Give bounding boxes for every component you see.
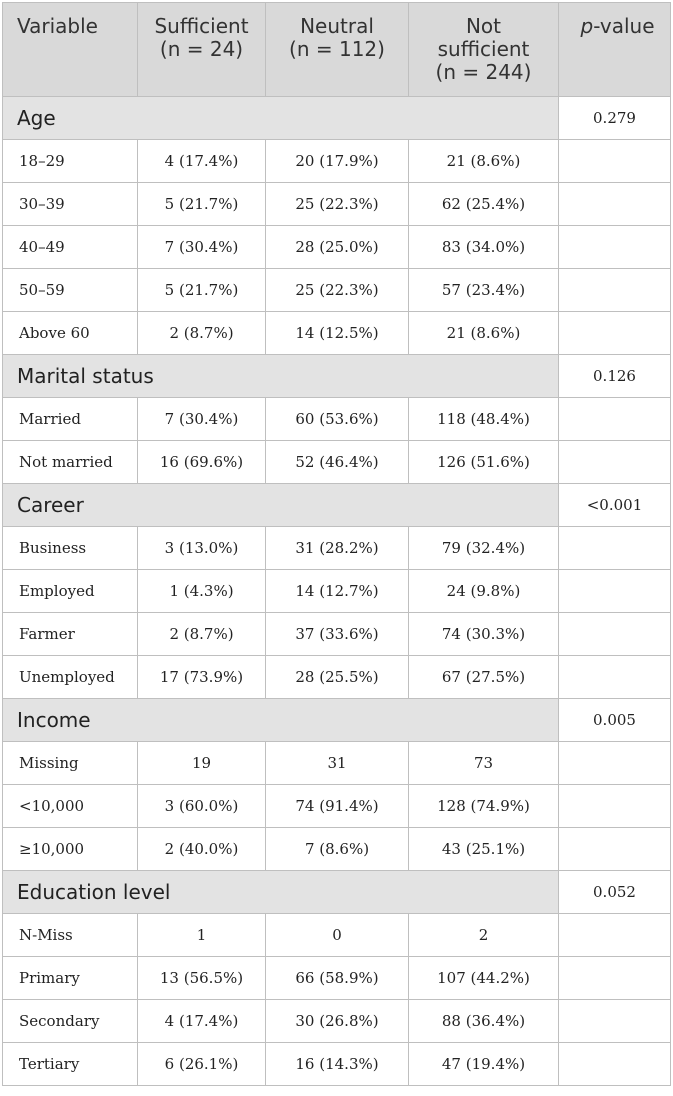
row-label: 40–49 — [3, 226, 138, 269]
cell-sufficient: 17 (73.9%) — [138, 656, 266, 699]
section-row — [3, 355, 671, 398]
section-row — [3, 871, 671, 914]
cell-sufficient: 2 (40.0%) — [138, 828, 266, 871]
cell-neutral: 28 (25.0%) — [266, 226, 409, 269]
cell-neutral: 25 (22.3%) — [266, 269, 409, 312]
table-row — [3, 398, 671, 441]
cell-pvalue-empty — [559, 570, 671, 613]
cell-not-sufficient: 73 — [409, 742, 559, 785]
cell-neutral: 30 (26.8%) — [266, 1000, 409, 1043]
cell-sufficient: 7 (30.4%) — [138, 398, 266, 441]
header-not-sufficient-line3: (n = 244) — [435, 60, 532, 84]
header-neutral-line2: (n = 112) — [289, 37, 385, 61]
cell-neutral: 14 (12.7%) — [266, 570, 409, 613]
section-row — [3, 97, 671, 140]
cell-not-sufficient: 74 (30.3%) — [409, 613, 559, 656]
cell-neutral: 0 — [266, 914, 409, 957]
cell-sufficient: 6 (26.1%) — [138, 1043, 266, 1086]
cell-not-sufficient: 21 (8.6%) — [409, 140, 559, 183]
header-variable — [3, 3, 138, 97]
table-row — [3, 1043, 671, 1086]
cell-sufficient: 4 (17.4%) — [138, 1000, 266, 1043]
cell-not-sufficient: 62 (25.4%) — [409, 183, 559, 226]
table-body — [3, 97, 671, 1086]
cell-sufficient: 5 (21.7%) — [138, 269, 266, 312]
row-label: <10,000 — [3, 785, 138, 828]
cell-not-sufficient: 79 (32.4%) — [409, 527, 559, 570]
section-row — [3, 699, 671, 742]
cell-sufficient: 19 — [138, 742, 266, 785]
cell-pvalue-empty — [559, 914, 671, 957]
table-row — [3, 914, 671, 957]
row-label: Farmer — [3, 613, 138, 656]
row-label: Unemployed — [3, 656, 138, 699]
row-label: Business — [3, 527, 138, 570]
section-label: Career — [3, 484, 559, 527]
cell-not-sufficient: 2 — [409, 914, 559, 957]
data-table — [2, 2, 671, 1086]
cell-neutral: 16 (14.3%) — [266, 1043, 409, 1086]
cell-not-sufficient: 21 (8.6%) — [409, 312, 559, 355]
header-not-sufficient-line1: Not — [465, 14, 502, 38]
cell-sufficient: 3 (13.0%) — [138, 527, 266, 570]
section-row — [3, 484, 671, 527]
cell-neutral: 7 (8.6%) — [266, 828, 409, 871]
cell-sufficient: 1 — [138, 914, 266, 957]
table-row — [3, 312, 671, 355]
row-label: ≥10,000 — [3, 828, 138, 871]
cell-pvalue-empty — [559, 1043, 671, 1086]
cell-sufficient: 2 (8.7%) — [138, 613, 266, 656]
cell-pvalue-empty — [559, 398, 671, 441]
table-row — [3, 570, 671, 613]
cell-neutral: 28 (25.5%) — [266, 656, 409, 699]
table-row — [3, 140, 671, 183]
cell-pvalue-empty — [559, 140, 671, 183]
cell-sufficient: 4 (17.4%) — [138, 140, 266, 183]
cell-neutral: 25 (22.3%) — [266, 183, 409, 226]
table-row — [3, 226, 671, 269]
cell-pvalue-empty — [559, 613, 671, 656]
cell-neutral: 66 (58.9%) — [266, 957, 409, 1000]
row-label: Secondary — [3, 1000, 138, 1043]
cell-neutral: 74 (91.4%) — [266, 785, 409, 828]
cell-sufficient: 16 (69.6%) — [138, 441, 266, 484]
table-row — [3, 1000, 671, 1043]
cell-pvalue-empty — [559, 183, 671, 226]
cell-pvalue-empty — [559, 269, 671, 312]
cell-not-sufficient: 118 (48.4%) — [409, 398, 559, 441]
section-pvalue: 0.005 — [559, 699, 671, 742]
cell-sufficient: 2 (8.7%) — [138, 312, 266, 355]
cell-pvalue-empty — [559, 1000, 671, 1043]
cell-not-sufficient: 24 (9.8%) — [409, 570, 559, 613]
cell-neutral: 37 (33.6%) — [266, 613, 409, 656]
cell-not-sufficient: 88 (36.4%) — [409, 1000, 559, 1043]
row-label: Above 60 — [3, 312, 138, 355]
cell-not-sufficient: 83 (34.0%) — [409, 226, 559, 269]
table-row — [3, 957, 671, 1000]
cell-neutral: 31 (28.2%) — [266, 527, 409, 570]
header-variable-label: Variable — [17, 14, 98, 38]
cell-sufficient: 13 (56.5%) — [138, 957, 266, 1000]
cell-not-sufficient: 128 (74.9%) — [409, 785, 559, 828]
table-row — [3, 441, 671, 484]
cell-pvalue-empty — [559, 441, 671, 484]
table-row — [3, 183, 671, 226]
header-not-sufficient-line2: sufficient — [437, 37, 530, 61]
cell-not-sufficient: 47 (19.4%) — [409, 1043, 559, 1086]
header-sufficient-line1: Sufficient — [154, 14, 249, 38]
row-label: 18–29 — [3, 140, 138, 183]
row-label: Not married — [3, 441, 138, 484]
header-row — [3, 3, 671, 97]
row-label: 50–59 — [3, 269, 138, 312]
table-row — [3, 269, 671, 312]
header-neutral-line1: Neutral — [300, 14, 374, 38]
header-neutral — [266, 3, 409, 97]
cell-sufficient: 1 (4.3%) — [138, 570, 266, 613]
cell-neutral: 31 — [266, 742, 409, 785]
header-sufficient-line2: (n = 24) — [159, 37, 244, 61]
row-label: Married — [3, 398, 138, 441]
row-label: Tertiary — [3, 1043, 138, 1086]
cell-pvalue-empty — [559, 527, 671, 570]
cell-neutral: 52 (46.4%) — [266, 441, 409, 484]
section-label: Education level — [3, 871, 559, 914]
table-row — [3, 785, 671, 828]
cell-not-sufficient: 67 (27.5%) — [409, 656, 559, 699]
table-row — [3, 613, 671, 656]
table-row — [3, 656, 671, 699]
cell-pvalue-empty — [559, 742, 671, 785]
section-pvalue: <0.001 — [559, 484, 671, 527]
header-pvalue — [559, 3, 671, 97]
section-pvalue: 0.126 — [559, 355, 671, 398]
section-pvalue: 0.279 — [559, 97, 671, 140]
table-row — [3, 742, 671, 785]
row-label: Employed — [3, 570, 138, 613]
cell-neutral: 14 (12.5%) — [266, 312, 409, 355]
cell-not-sufficient: 43 (25.1%) — [409, 828, 559, 871]
cell-pvalue-empty — [559, 828, 671, 871]
header-not-sufficient — [409, 3, 559, 97]
section-label: Income — [3, 699, 559, 742]
row-label: Primary — [3, 957, 138, 1000]
cell-not-sufficient: 107 (44.2%) — [409, 957, 559, 1000]
header-pvalue-rest: -value — [593, 14, 655, 38]
cell-not-sufficient: 57 (23.4%) — [409, 269, 559, 312]
section-label: Marital status — [3, 355, 559, 398]
cell-pvalue-empty — [559, 656, 671, 699]
cell-pvalue-empty — [559, 785, 671, 828]
row-label: N-Miss — [3, 914, 138, 957]
cell-not-sufficient: 126 (51.6%) — [409, 441, 559, 484]
header-sufficient — [138, 3, 266, 97]
cell-pvalue-empty — [559, 312, 671, 355]
cell-sufficient: 5 (21.7%) — [138, 183, 266, 226]
table-row — [3, 527, 671, 570]
header-pvalue-p: p — [580, 14, 594, 38]
cell-sufficient: 3 (60.0%) — [138, 785, 266, 828]
cell-pvalue-empty — [559, 226, 671, 269]
section-pvalue: 0.052 — [559, 871, 671, 914]
row-label: Missing — [3, 742, 138, 785]
cell-sufficient: 7 (30.4%) — [138, 226, 266, 269]
cell-neutral: 20 (17.9%) — [266, 140, 409, 183]
cell-pvalue-empty — [559, 957, 671, 1000]
table-row — [3, 828, 671, 871]
section-label: Age — [3, 97, 559, 140]
row-label: 30–39 — [3, 183, 138, 226]
cell-neutral: 60 (53.6%) — [266, 398, 409, 441]
